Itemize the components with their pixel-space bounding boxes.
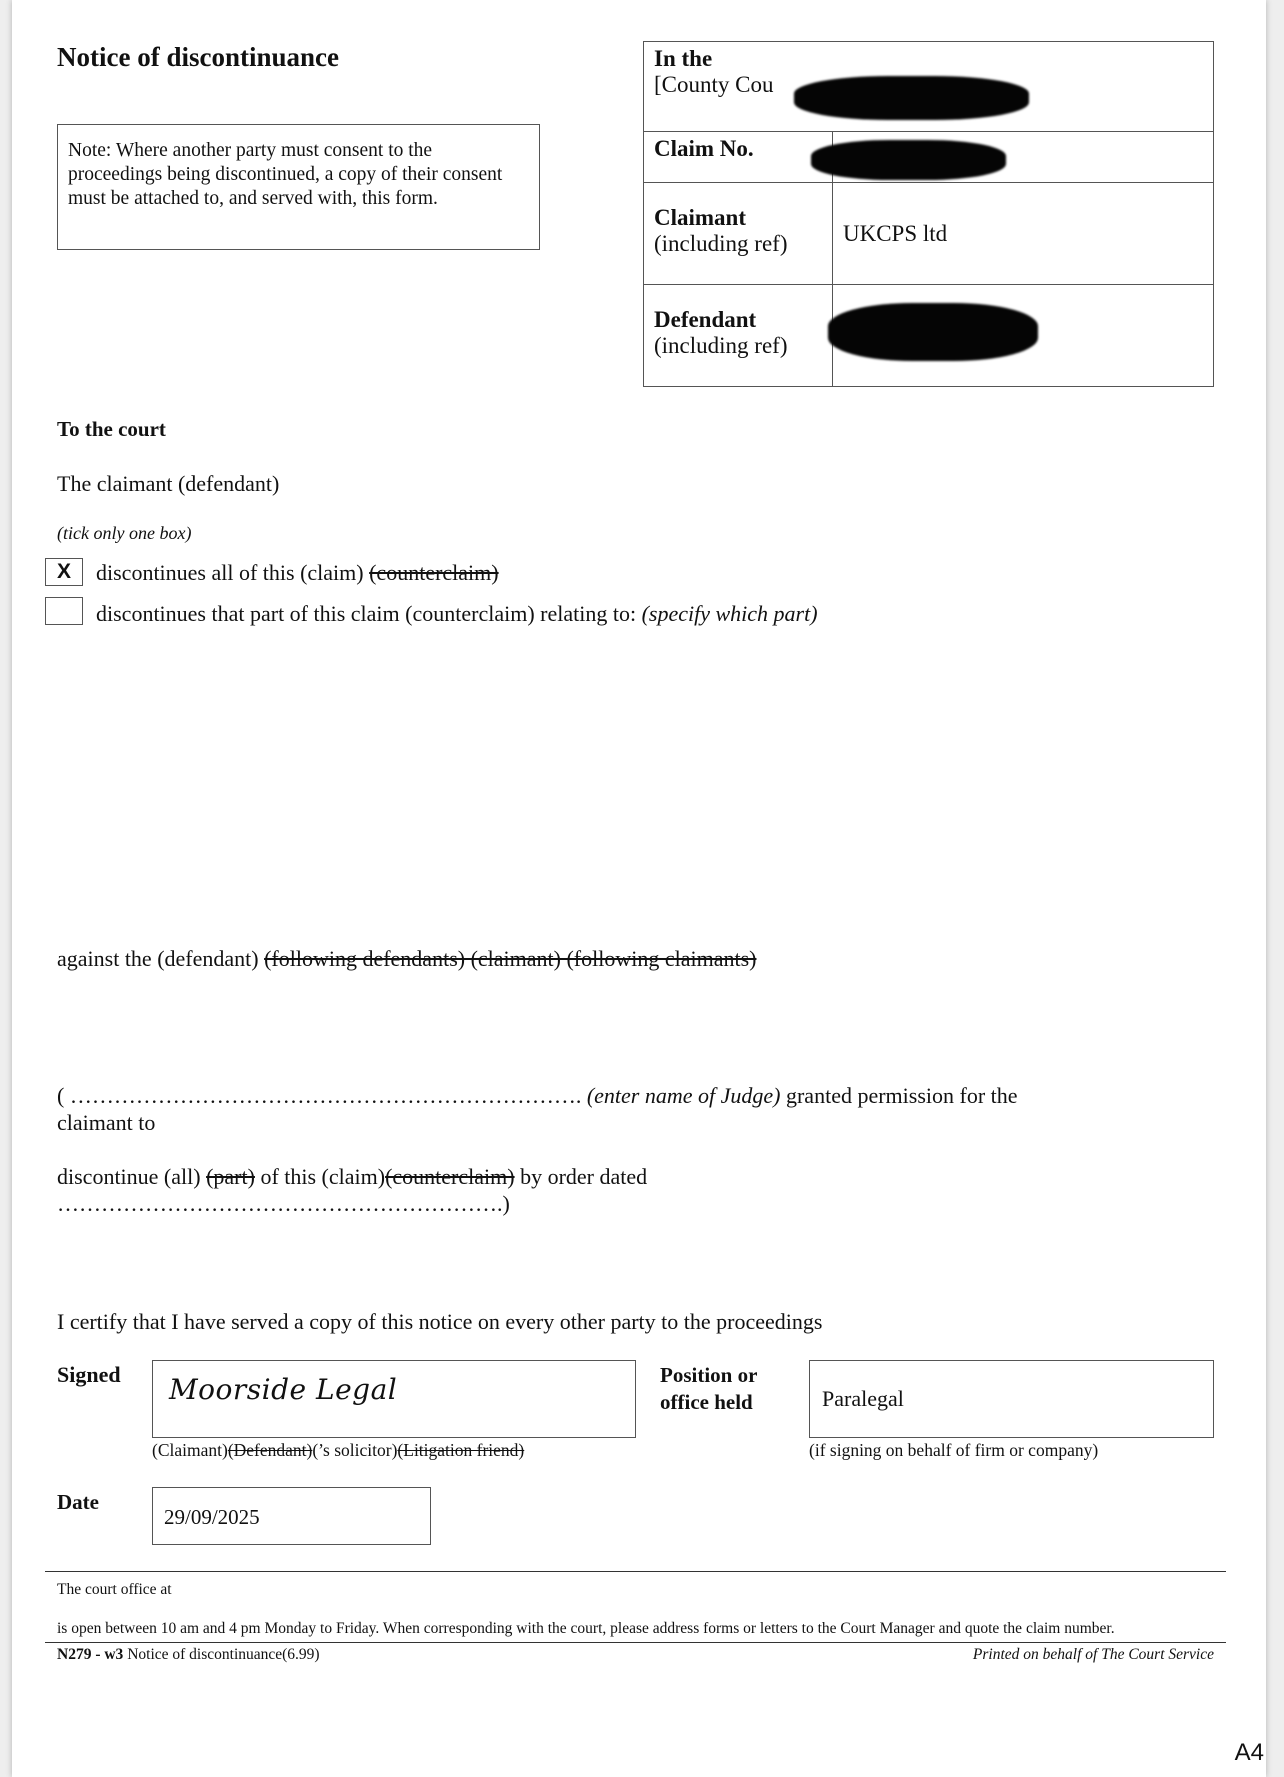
tick-hint: (tick only one box) <box>57 523 192 543</box>
claimant-label: Claimant <box>654 205 746 230</box>
court-details-table <box>643 41 1214 387</box>
signed-label: Signed <box>57 1362 121 1387</box>
of-this-claim: of this (claim) <box>254 1164 386 1189</box>
discontinue-all-checkbox[interactable]: X <box>45 558 83 586</box>
claim-no-label: Claim No. <box>654 136 754 161</box>
order-date-dots: …………………………………………………….) <box>57 1191 510 1216</box>
court-name-value: [County Cou <box>654 72 774 97</box>
opening-hours-text: is open between 10 am and 4 pm Monday to Friday. When corresponding with the court, please address forms or letters to the Court Manager and quote the claim number. <box>57 1620 1115 1637</box>
discontinue-part-checkbox[interactable] <box>45 597 83 625</box>
caption-litigation-struck: (Litigation friend) <box>397 1440 525 1460</box>
judge-name-hint: (enter name of Judge) <box>586 1083 781 1108</box>
footer-divider <box>45 1571 1226 1572</box>
defendant-label: Defendant <box>654 307 757 332</box>
court-name-cell <box>644 42 1214 132</box>
claim-no-label-cell <box>644 132 833 183</box>
in-the-label: In the <box>654 46 713 71</box>
position-field[interactable] <box>809 1360 1214 1438</box>
position-label <box>660 1362 757 1416</box>
form-reference <box>57 1646 320 1664</box>
by-order-dated: by order dated <box>514 1164 648 1189</box>
defendant-value-cell <box>833 285 1214 387</box>
printed-by: Printed on behalf of The Court Service <box>972 1646 1214 1663</box>
signed-caption <box>152 1440 524 1461</box>
claimant-defendant-text: The claimant (defendant) <box>57 471 280 496</box>
against-line <box>57 946 756 972</box>
claimant-value-cell <box>833 183 1214 285</box>
against-struck: (following defendants) (claimant) (following claimants) <box>264 946 757 971</box>
certify-statement: I certify that I have served a copy of this notice on every other party to the proceedings <box>57 1309 823 1334</box>
consent-note: Note: Where another party must consent to the proceedings being discontinued, a copy of their consent must be attached to, and served with, this form. <box>57 124 540 250</box>
document-page <box>12 0 1266 1777</box>
court-office-text: The court office at <box>57 1581 172 1598</box>
counterclaim-struck-2: (counterclaim) <box>385 1164 515 1189</box>
date-field[interactable] <box>152 1487 431 1545</box>
caption-defendant-struck: (Defendant) <box>227 1440 313 1460</box>
to-the-court-heading: To the court <box>57 417 166 441</box>
caption-solicitor: (’s solicitor) <box>312 1440 398 1460</box>
redaction-court <box>794 76 1029 120</box>
form-code: N279 - w3 <box>57 1646 124 1663</box>
permission-rest: granted permission for the <box>780 1083 1018 1108</box>
position-caption: (if signing on behalf of firm or company) <box>809 1440 1099 1460</box>
page-title: Notice of discontinuance <box>57 42 339 72</box>
form-name: Notice of discontinuance(6.99) <box>123 1646 320 1663</box>
against-text: against the (defendant) <box>57 946 265 971</box>
redaction-defendant <box>828 303 1038 361</box>
footer-divider-2 <box>45 1642 1226 1643</box>
permission-line-2: claimant to <box>57 1110 156 1135</box>
position-value: Paralegal <box>822 1386 904 1411</box>
redaction-claim-no <box>811 140 1006 180</box>
defendant-label-cell <box>644 285 833 387</box>
discontinue-all-word: discontinue (all) <box>57 1164 207 1189</box>
counterclaim-struck: (counterclaim) <box>369 560 499 585</box>
part-struck: (part) <box>206 1164 255 1189</box>
discontinue-all-text: discontinues all of this (claim) <box>96 560 370 585</box>
discontinue-order-line <box>57 1164 647 1190</box>
discontinue-part-text: discontinues that part of this claim (counterclaim) relating to: <box>96 601 642 626</box>
date-value: 29/09/2025 <box>164 1505 260 1529</box>
permission-open: ( <box>57 1083 70 1108</box>
date-label: Date <box>57 1490 99 1514</box>
permission-line <box>57 1083 1018 1109</box>
claim-no-value-cell <box>833 132 1214 183</box>
discontinue-part-label <box>96 601 818 627</box>
signature-field[interactable] <box>152 1360 636 1438</box>
claimant-value: UKCPS ltd <box>843 221 948 246</box>
specify-part-hint: (specify which part) <box>641 601 818 626</box>
position-label-line2: office held <box>660 1390 753 1414</box>
signature: Moorside Legal <box>169 1373 398 1406</box>
discontinue-all-label <box>96 560 499 586</box>
caption-claimant: (Claimant) <box>152 1440 228 1460</box>
position-label-line1: Position or <box>660 1363 758 1387</box>
paper-size-label: A4 <box>1234 1739 1264 1766</box>
claimant-ref-label: (including ref) <box>654 231 788 256</box>
defendant-ref-label: (including ref) <box>654 333 788 358</box>
claimant-label-cell <box>644 183 833 285</box>
judge-name-dots: ……………………………………………………………. <box>69 1083 582 1108</box>
